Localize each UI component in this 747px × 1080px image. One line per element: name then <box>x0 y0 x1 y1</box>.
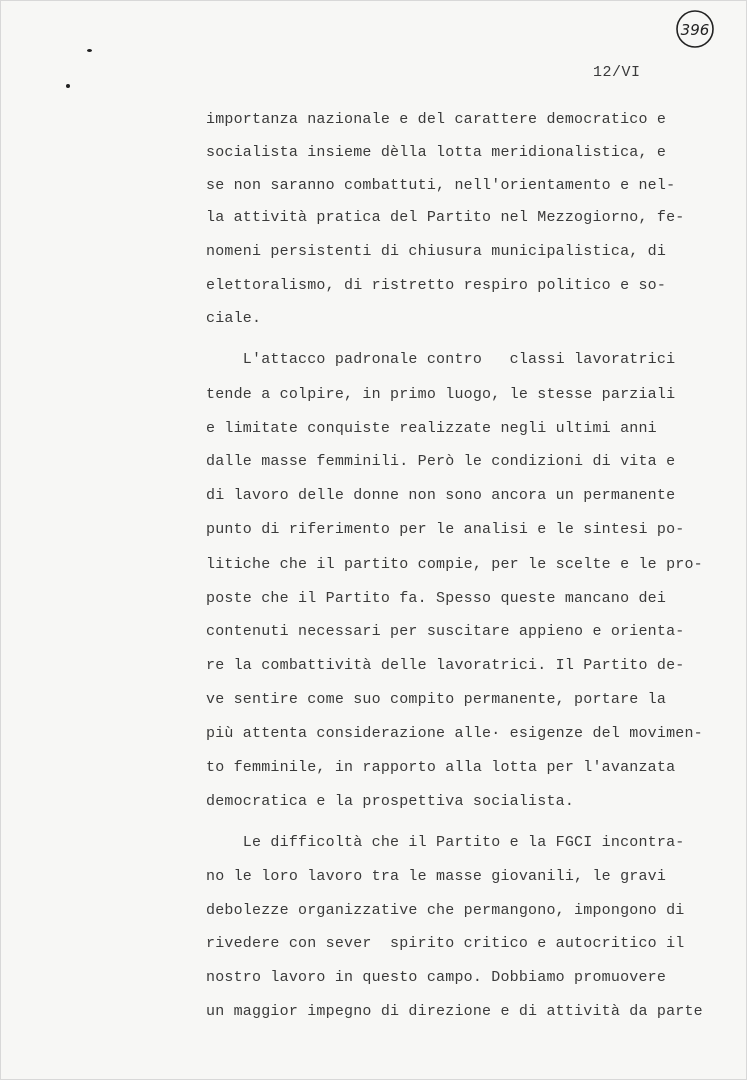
text-line: litiche che il partito compie, per le scelte e le pro- <box>206 556 703 573</box>
text-line: la attività pratica del Partito nel Mezzogiorno, fe- <box>206 209 685 226</box>
text-line: no le loro lavoro tra le masse giovanili, le gravi <box>206 868 667 885</box>
text-line: e limitate conquiste realizzate negli ultimi anni <box>206 420 657 437</box>
text-line: to femminile, in rapporto alla lotta per l'avanzata <box>206 759 676 776</box>
text-line: rivedere con sever spirito critico e autocritico il <box>206 935 685 952</box>
margin-mark-top <box>87 49 92 52</box>
text-line: nostro lavoro in questo campo. Dobbiamo promuovere <box>206 969 667 986</box>
text-line: ciale. <box>206 310 262 327</box>
text-line: importanza nazionale e del carattere democratico e <box>206 111 667 128</box>
text-line: dalle masse femminili. Però le condizioni di vita e <box>206 453 676 470</box>
text-line: tende a colpire, in primo luogo, le stesse parziali <box>206 386 676 403</box>
margin-mark-bottom <box>66 84 70 88</box>
text-line: punto di riferimento per le analisi e le sintesi po- <box>206 521 685 538</box>
text-line: elettoralismo, di ristretto respiro politico e so- <box>206 277 667 294</box>
text-line: socialista insieme dèlla lotta meridionalistica, e <box>206 144 667 161</box>
page-number: 12/VI <box>593 64 641 81</box>
text-line: democratica e la prospettiva socialista. <box>206 793 575 810</box>
text-line: nomeni persistenti di chiusura municipalistica, di <box>206 243 667 260</box>
text-line: se non saranno combattuti, nell'orientamento e nel- <box>206 177 676 194</box>
stamp-number: 396 <box>680 21 710 39</box>
text-line: contenuti necessari per suscitare appieno e orienta- <box>206 623 685 640</box>
text-line: poste che il Partito fa. Spesso queste mancano dei <box>206 590 667 607</box>
text-line: un maggior impegno di direzione e di attività da parte <box>206 1003 703 1020</box>
text-line: L'attacco padronale contro classi lavoratrici <box>206 351 676 368</box>
text-line: di lavoro delle donne non sono ancora un permanente <box>206 487 676 504</box>
text-line: più attenta considerazione alle· esigenze del movimen- <box>206 725 703 742</box>
text-line: re la combattività delle lavoratrici. Il Partito de- <box>206 657 685 674</box>
text-line: Le difficoltà che il Partito e la FGCI incontra- <box>206 834 685 851</box>
archive-stamp <box>675 9 715 49</box>
text-line: ve sentire come suo compito permanente, portare la <box>206 691 667 708</box>
text-line: debolezze organizzative che permangono, impongono di <box>206 902 685 919</box>
